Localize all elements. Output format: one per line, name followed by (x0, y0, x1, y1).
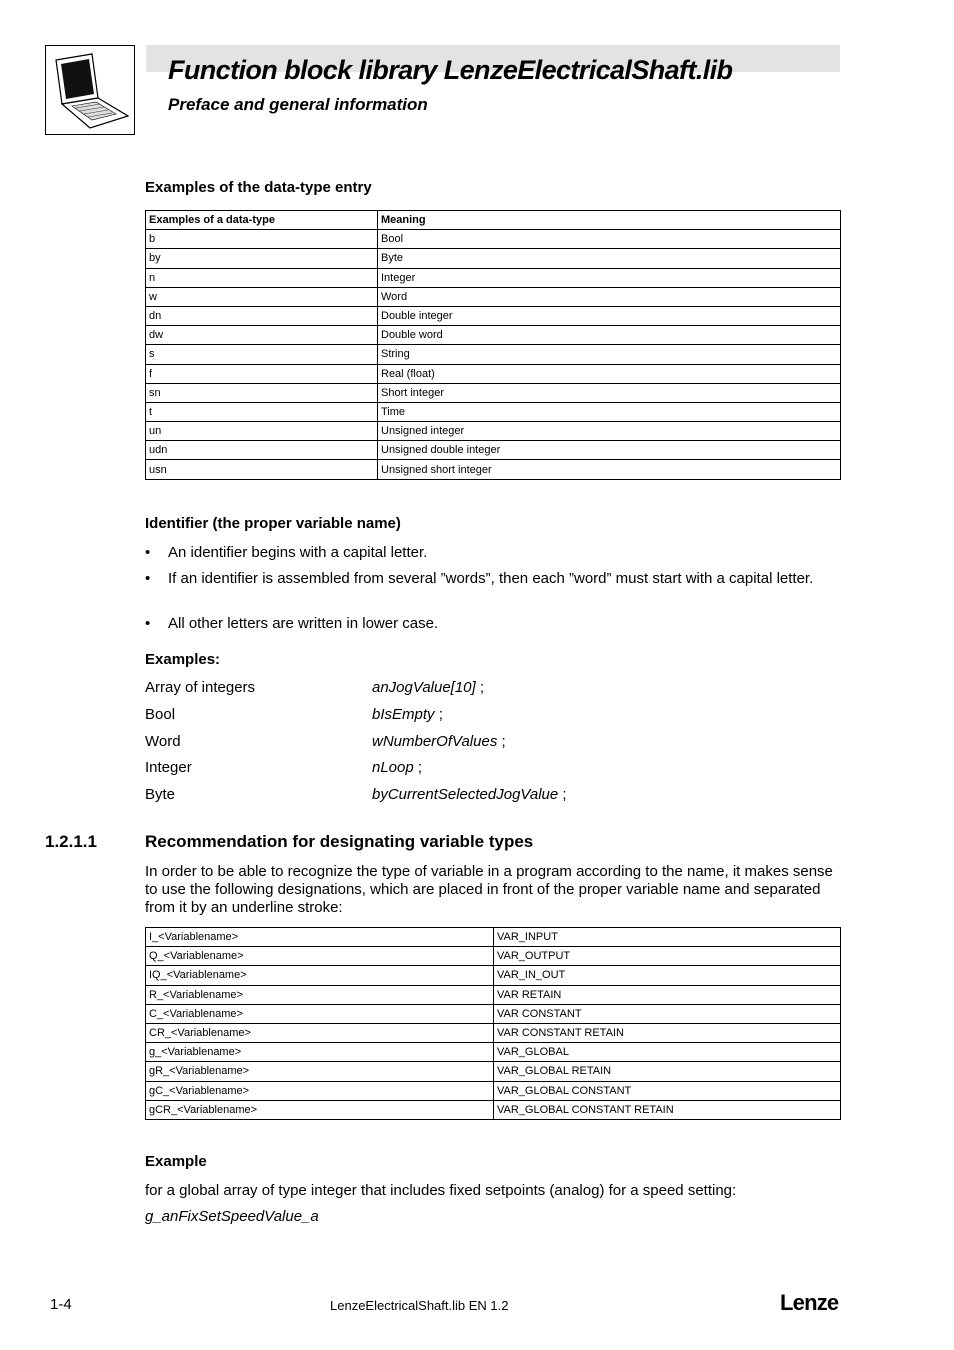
example-suffix: ; (434, 706, 443, 723)
table-header-row (146, 211, 841, 230)
document-title: Function block library LenzeElectricalShaft.lib (168, 55, 733, 85)
table-row (146, 441, 841, 460)
table-row (146, 1004, 841, 1023)
table-row (146, 287, 841, 306)
laptop-icon-box (45, 45, 135, 135)
example-identifier: g_anFixSetSpeedValue_a (145, 1208, 319, 1225)
table-cell: C_<Variablename> (146, 1004, 494, 1023)
data-type-table (145, 210, 841, 480)
section-title: Recommendation for designating variable types (145, 832, 534, 851)
table-row (146, 326, 841, 345)
table-cell: f (146, 364, 378, 383)
table-cell: dn (146, 306, 378, 325)
table-row (146, 268, 841, 287)
example-suffix: ; (558, 786, 567, 803)
example-suffix: ; (475, 679, 485, 696)
example-value (372, 759, 422, 777)
table-cell: n (146, 268, 378, 287)
table-cell: VAR CONSTANT (494, 1004, 841, 1023)
bullet-icon: • (145, 544, 151, 561)
table-cell: VAR_GLOBAL CONSTANT (494, 1081, 841, 1100)
table-cell: w (146, 287, 378, 306)
table-row (146, 947, 841, 966)
table-cell: Double word (378, 326, 841, 345)
example-identifier: wNumberOfValues (372, 733, 498, 750)
bullet-text: An identifier begins with a capital letter. (168, 544, 428, 561)
table-cell: dw (146, 326, 378, 345)
identifier-heading: Identifier (the proper variable name) (145, 515, 401, 532)
table-cell: Double integer (378, 306, 841, 325)
example-identifier: nLoop (372, 759, 414, 776)
bullet-icon: • (145, 570, 151, 587)
table-cell: Unsigned short integer (378, 460, 841, 479)
table-row (146, 422, 841, 441)
page-number: 1-4 (50, 1296, 72, 1313)
example-text: for a global array of type integer that includes fixed setpoints (analog) for a speed setting: (145, 1182, 737, 1199)
footer-document-id: LenzeElectricalShaft.lib EN 1.2 (330, 1298, 509, 1313)
table-cell: sn (146, 383, 378, 402)
table-cell: IQ_<Variablename> (146, 966, 494, 985)
table-cell: b (146, 230, 378, 249)
table-cell: VAR_GLOBAL (494, 1043, 841, 1062)
table-row (146, 345, 841, 364)
bullet-icon: • (145, 615, 151, 632)
table-row (146, 306, 841, 325)
example-heading: Example (145, 1153, 207, 1170)
example-identifier: bIsEmpty (372, 706, 435, 723)
table-cell: VAR_INPUT (494, 928, 841, 947)
table-row (146, 1081, 841, 1100)
example-label: Byte (145, 786, 176, 803)
table-cell: Bool (378, 230, 841, 249)
lenze-logo: Lenze (780, 1290, 839, 1315)
example-suffix: ; (413, 759, 423, 776)
table-cell: udn (146, 441, 378, 460)
table-cell: Short integer (378, 383, 841, 402)
table-cell: Word (378, 287, 841, 306)
example-value (372, 679, 484, 697)
examples-heading: Examples: (145, 651, 221, 668)
table-row (146, 985, 841, 1004)
table-row (146, 402, 841, 421)
table-cell: VAR_OUTPUT (494, 947, 841, 966)
table-cell: Unsigned integer (378, 422, 841, 441)
table-cell: VAR_GLOBAL RETAIN (494, 1062, 841, 1081)
table-row (146, 1062, 841, 1081)
example-label: Bool (145, 706, 176, 723)
bullet-text: All other letters are written in lower case. (168, 615, 439, 632)
laptop-icon (46, 46, 134, 134)
table-cell: gCR_<Variablename> (146, 1100, 494, 1119)
table-row (146, 364, 841, 383)
table-row (146, 1043, 841, 1062)
data-type-heading: Examples of the data-type entry (145, 179, 372, 196)
table-cell: Integer (378, 268, 841, 287)
example-value (372, 706, 443, 724)
example-label: Word (145, 733, 181, 750)
variable-prefix-table (145, 927, 841, 1120)
table-cell: s (146, 345, 378, 364)
table-cell: t (146, 402, 378, 421)
table-cell: gR_<Variablename> (146, 1062, 494, 1081)
table-cell: VAR RETAIN (494, 985, 841, 1004)
table-row (146, 1100, 841, 1119)
table-cell: Q_<Variablename> (146, 947, 494, 966)
table-cell: g_<Variablename> (146, 1043, 494, 1062)
example-value (372, 786, 567, 804)
example-label: Array of integers (145, 679, 256, 696)
table-cell: un (146, 422, 378, 441)
table-cell: by (146, 249, 378, 268)
table-row (146, 928, 841, 947)
section-intro: In order to be able to recognize the type of variable in a program according to the name, it makes sense to use the following designations, which are placed in front of the proper variable name and separated from it by an underline stroke: (145, 863, 833, 916)
section-number: 1.2.1.1 (45, 832, 97, 851)
column-header: Examples of a data-type (146, 211, 378, 230)
table-cell: String (378, 345, 841, 364)
table-cell: VAR_GLOBAL CONSTANT RETAIN (494, 1100, 841, 1119)
column-header: Meaning (378, 211, 841, 230)
table-cell: Unsigned double integer (378, 441, 841, 460)
example-identifier: anJogValue[10] (372, 679, 476, 696)
table-cell: R_<Variablename> (146, 985, 494, 1004)
table-row (146, 249, 841, 268)
table-cell: Real (float) (378, 364, 841, 383)
table-cell: CR_<Variablename> (146, 1023, 494, 1042)
table-cell: I_<Variablename> (146, 928, 494, 947)
example-suffix: ; (497, 733, 506, 750)
example-label: Integer (145, 759, 192, 776)
table-row (146, 383, 841, 402)
table-cell: VAR_IN_OUT (494, 966, 841, 985)
table-row (146, 460, 841, 479)
table-cell: Byte (378, 249, 841, 268)
table-cell: Time (378, 402, 841, 421)
table-cell: gC_<Variablename> (146, 1081, 494, 1100)
table-cell: VAR CONSTANT RETAIN (494, 1023, 841, 1042)
example-value (372, 733, 506, 751)
table-cell: usn (146, 460, 378, 479)
bullet-text: If an identifier is assembled from several ”words”, then each ”word” must start with a capital letter. (168, 570, 814, 587)
document-subtitle: Preface and general information (168, 95, 428, 114)
table-row (146, 966, 841, 985)
table-row (146, 1023, 841, 1042)
table-row (146, 230, 841, 249)
example-identifier: byCurrentSelectedJogValue (372, 786, 559, 803)
